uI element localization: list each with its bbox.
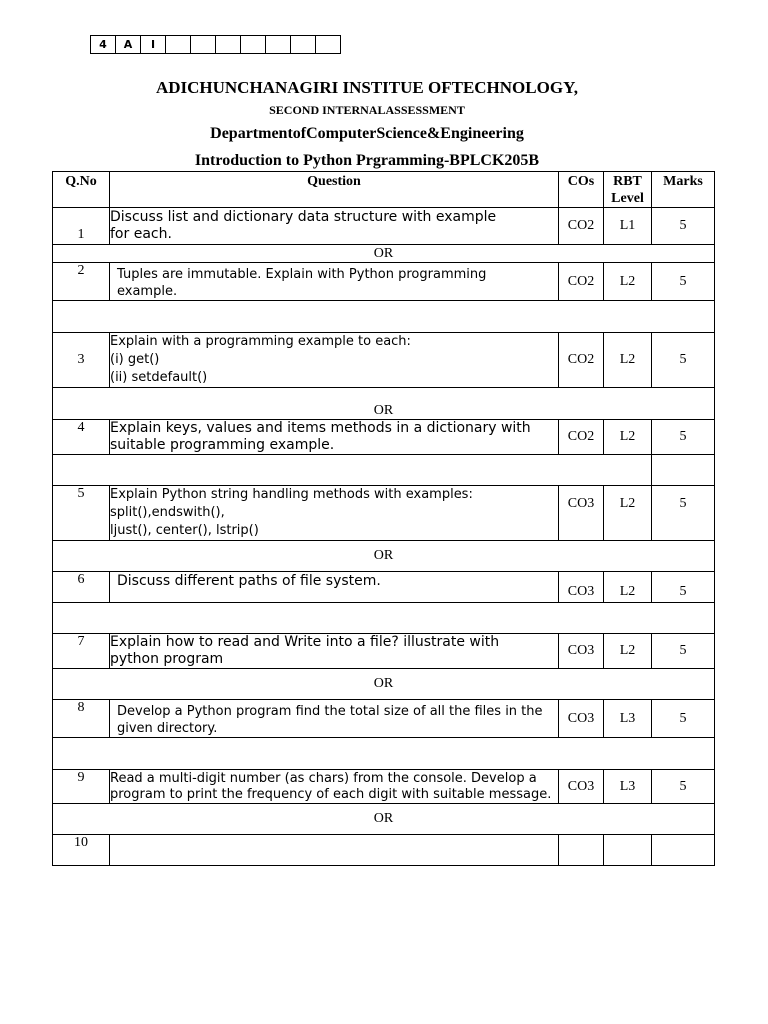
usn-boxes [90, 35, 341, 54]
question-text [110, 420, 559, 455]
course-outcome: CO3 [559, 700, 604, 738]
or-row [53, 541, 715, 572]
question-line: split(),endswith(), [110, 505, 225, 520]
col-header-rbt [604, 172, 652, 208]
question-row [53, 208, 715, 245]
course-outcome: CO3 [559, 572, 604, 603]
question-row [53, 420, 715, 455]
question-line: given directory. [117, 721, 218, 736]
question-line: Discuss different paths of file system. [117, 573, 381, 589]
or-row [53, 388, 715, 420]
usn-box [316, 36, 341, 54]
course-outcome: CO2 [559, 208, 604, 245]
rbt-level: L1 [604, 208, 652, 245]
or-label: OR [53, 388, 715, 420]
course-outcome: CO2 [559, 420, 604, 455]
marks: 5 [652, 333, 715, 388]
question-number: 3 [53, 333, 110, 388]
question-line: (ii) setdefault() [110, 370, 208, 385]
question-text [110, 700, 559, 738]
question-text [110, 572, 559, 603]
question-number: 8 [53, 700, 110, 738]
question-number: 2 [53, 263, 110, 301]
or-label: OR [53, 541, 715, 572]
or-label: OR [53, 669, 715, 700]
usn-box: I [141, 36, 166, 54]
question-table [52, 171, 715, 866]
usn-box [266, 36, 291, 54]
question-line: example. [117, 284, 178, 299]
spacer-cell [53, 603, 715, 634]
marks: 5 [652, 770, 715, 804]
usn-box [216, 36, 241, 54]
course-outcome: CO2 [559, 333, 604, 388]
marks: 5 [652, 634, 715, 669]
col-header-question: Question [110, 172, 559, 208]
question-line: Explain how to read and Write into a file? illustrate with [110, 634, 500, 650]
course-outcome: CO2 [559, 263, 604, 301]
question-text [110, 208, 559, 245]
spacer-cell [53, 738, 715, 770]
usn-box: A [116, 36, 141, 54]
spacer-cell [652, 455, 715, 486]
question-line: suitable programming example. [110, 437, 335, 453]
or-row [53, 669, 715, 700]
rbt-level: L3 [604, 770, 652, 804]
question-text [110, 634, 559, 669]
question-line: Read a multi-digit number (as chars) from the console. Develop a [110, 771, 537, 786]
rbt-level: L2 [604, 263, 652, 301]
question-line: Develop a Python program find the total size of all the files in the [117, 704, 543, 719]
question-number: 1 [53, 208, 110, 245]
question-line: Explain Python string handling methods with examples: [110, 487, 473, 502]
question-row [53, 572, 715, 603]
question-row [53, 835, 715, 866]
rbt-level: L2 [604, 572, 652, 603]
or-label: OR [53, 804, 715, 835]
marks: 5 [652, 486, 715, 541]
question-line: python program [110, 651, 224, 667]
course-title: Introduction to Python Prgramming-BPLCK205B [194, 152, 540, 169]
question-number: 7 [53, 634, 110, 669]
rbt-level: L2 [604, 420, 652, 455]
or-row [53, 245, 715, 263]
col-header-cos: COs [559, 172, 604, 208]
rbt-level [604, 835, 652, 866]
level-label: Level [611, 191, 644, 206]
marks: 5 [652, 263, 715, 301]
usn-box [191, 36, 216, 54]
spacer-cell [53, 455, 652, 486]
department-title: DepartmentofComputerScience&Engineering [210, 125, 524, 142]
or-row [53, 804, 715, 835]
question-number: 6 [53, 572, 110, 603]
question-number: 9 [53, 770, 110, 804]
question-row [53, 333, 715, 388]
question-row [53, 770, 715, 804]
spacer-row [53, 738, 715, 770]
question-text [110, 486, 559, 541]
or-label: OR [53, 245, 715, 263]
marks: 5 [652, 700, 715, 738]
rbt-level: L3 [604, 700, 652, 738]
spacer-cell [53, 301, 715, 333]
spacer-row [53, 301, 715, 333]
question-text [110, 263, 559, 301]
question-text [110, 835, 559, 866]
course-outcome: CO3 [559, 634, 604, 669]
question-row [53, 486, 715, 541]
question-text [110, 333, 559, 388]
usn-box: 4 [91, 36, 116, 54]
question-row [53, 263, 715, 301]
usn-box [166, 36, 191, 54]
question-row [53, 634, 715, 669]
question-line: Explain with a programming example to each: [110, 334, 411, 349]
course-outcome: CO3 [559, 486, 604, 541]
question-number: 4 [53, 420, 110, 455]
rbt-level: L2 [604, 634, 652, 669]
marks: 5 [652, 420, 715, 455]
assessment-title: SECOND INTERNALASSESSMENT [269, 103, 465, 117]
spacer-row [53, 455, 715, 486]
question-line: ljust(), center(), lstrip() [110, 523, 259, 538]
course-outcome [559, 835, 604, 866]
question-row [53, 700, 715, 738]
question-line: (i) get() [110, 352, 160, 367]
question-text [110, 770, 559, 804]
col-header-marks: Marks [652, 172, 715, 208]
question-line: for each. [110, 226, 172, 242]
marks: 5 [652, 572, 715, 603]
question-line: Discuss list and dictionary data structure with example [110, 209, 497, 225]
rbt-level: L2 [604, 333, 652, 388]
rbt-label: RBT [613, 174, 642, 189]
usn-box [241, 36, 266, 54]
question-line: Explain keys, values and items methods in a dictionary with [110, 420, 531, 436]
institute-title: ADICHUNCHANAGIRI INSTITUE OFTECHNOLOGY, [155, 78, 579, 97]
table-header-row [53, 172, 715, 208]
question-number: 5 [53, 486, 110, 541]
rbt-level: L2 [604, 486, 652, 541]
question-line: Tuples are immutable. Explain with Python programming [117, 267, 487, 282]
question-line: program to print the frequency of each digit with suitable message. [110, 787, 552, 802]
question-number: 10 [53, 835, 110, 866]
spacer-row [53, 603, 715, 634]
usn-box [291, 36, 316, 54]
course-outcome: CO3 [559, 770, 604, 804]
col-header-qno: Q.No [53, 172, 110, 208]
marks [652, 835, 715, 866]
marks: 5 [652, 208, 715, 245]
